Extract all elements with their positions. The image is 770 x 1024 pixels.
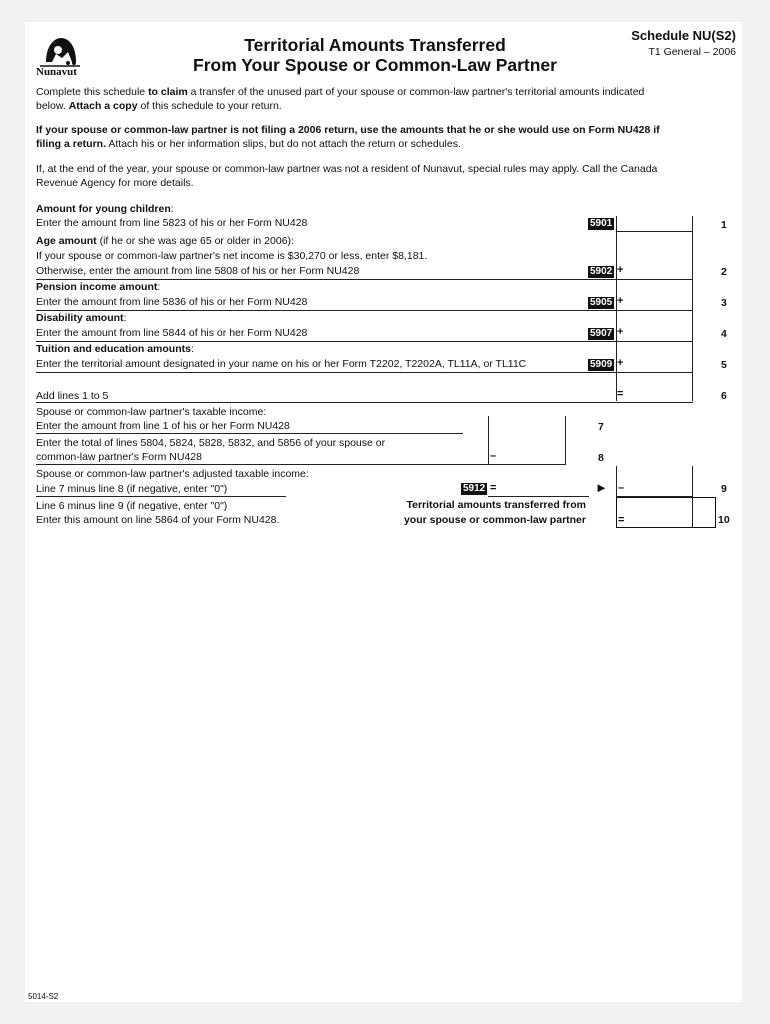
line-10-text-1: Line 6 minus line 9 (if negative, enter "0") — [36, 500, 228, 512]
line-8-text-1: Enter the total of lines 5804, 5824, 5828, 5832, and 5856 of your spouse or — [36, 437, 386, 449]
line-7-number: 7 — [598, 421, 604, 433]
line-8-number: 8 — [598, 452, 604, 464]
line-4-number: 4 — [721, 328, 727, 340]
line-4-heading: Disability amount: — [36, 312, 127, 324]
line-3-text: Enter the amount from line 5836 of his or her Form NU428 — [36, 296, 308, 308]
line-9-code: 5912 — [463, 483, 486, 494]
line-7-rule — [36, 433, 463, 434]
line-4-rule — [36, 341, 693, 342]
line-5-number: 5 — [721, 359, 727, 371]
line-1-rule — [616, 231, 693, 232]
intro-paragraph-3: If, at the end of the year, your spouse or common-law partner was not a resident of Nunavut, special rules may apply. Call the Canada — [36, 163, 658, 175]
line-3-code: 5905 — [590, 297, 613, 308]
line-6-amount-field[interactable] — [625, 384, 736, 401]
line-2-rule — [36, 279, 693, 280]
line-2-amount-field[interactable] — [625, 262, 736, 278]
line-3-plus-sign: + — [617, 295, 624, 307]
form-code: 5014-S2 — [28, 992, 59, 1001]
schedule-label: Schedule NU(S2) — [631, 28, 736, 43]
line-4-text: Enter the amount from line 5844 of his or her Form NU428 — [36, 327, 308, 339]
line-2-heading: Age amount (if he or she was age 65 or older in 2006): — [36, 235, 294, 247]
line-5-plus-sign: + — [617, 357, 624, 369]
line-8-rule — [36, 464, 566, 465]
line-10-label-1: Territorial amounts transferred from — [406, 499, 586, 511]
intro-paragraph-1-cont: below. Attach a copy of this schedule to your return. — [36, 100, 282, 112]
line-3-heading: Pension income amount: — [36, 281, 161, 293]
line-3-amount-field[interactable] — [625, 293, 736, 309]
line-2-number: 2 — [721, 266, 727, 278]
title-line-2: From Your Spouse or Common-Law Partner — [193, 55, 557, 75]
line-2-plus-sign: + — [617, 264, 624, 276]
line-7-text-2: Enter the amount from line 1 of his or her Form NU428 — [36, 420, 290, 432]
line-6-number: 6 — [721, 390, 727, 402]
line-4-amount-field[interactable] — [625, 324, 736, 340]
line-1-number: 1 — [721, 219, 727, 231]
intro-paragraph-3-cont: Revenue Agency for more details. — [36, 177, 194, 189]
line-6-text: Add lines 1 to 5 — [36, 390, 109, 402]
intro-paragraph-2-cont: filing a return. Attach his or her information slips, but do not attach the return or schedules. — [36, 138, 461, 150]
line-8-minus-sign: – — [490, 450, 497, 462]
line-1-code: 5901 — [590, 218, 613, 229]
line-4-plus-sign: + — [617, 326, 624, 338]
line-9-mid-rule — [488, 496, 589, 497]
line-10-equals-sign: = — [618, 514, 625, 526]
line-8-text-2: common-law partner's Form NU428 — [36, 451, 202, 463]
line-1-amount-field[interactable] — [617, 216, 736, 231]
line-10-text-2: Enter this amount on line 5864 of your Form NU428. — [36, 514, 280, 526]
line-5-code: 5909 — [590, 359, 613, 370]
line-1-heading: Amount for young children: — [36, 203, 174, 215]
line-8-amount-field[interactable] — [497, 447, 589, 463]
line-3-number: 3 — [721, 297, 727, 309]
line-10-total-box[interactable] — [616, 497, 716, 528]
line-10-number: 10 — [718, 514, 730, 526]
line-9-equals-sign: = — [490, 482, 497, 494]
line-9-amount-field[interactable] — [625, 478, 736, 495]
line-9-text-2: Line 7 minus line 8 (if negative, enter "0") — [36, 483, 228, 495]
line-7-text-1: Spouse or common-law partner's taxable income: — [36, 406, 267, 418]
form-page — [25, 22, 742, 1002]
line-2-text-1: If your spouse or common-law partner's net income is $30,270 or less, enter $8,181. — [36, 250, 428, 262]
line-10-label-2: your spouse or common-law partner — [403, 514, 586, 526]
line-5-text: Enter the territorial amount designated in your name on his or her Form T2202, T2202A, TL11A, or TL11C — [36, 358, 527, 370]
intro-paragraph-2: If your spouse or common-law partner is not filing a 2006 return, use the amounts that he or she would use on Form NU428 if — [36, 124, 660, 136]
line-2-code: 5902 — [590, 266, 613, 277]
line-2-text-2: Otherwise, enter the amount from line 5808 of his or her Form NU428 — [36, 265, 360, 277]
line-10-cents-border — [692, 498, 693, 527]
line-7-amount-field[interactable] — [489, 416, 589, 432]
line-1-text: Enter the amount from line 5823 of his or her Form NU428 — [36, 217, 308, 229]
line-9-minus-sign: – — [618, 482, 625, 494]
intro-paragraph-1: Complete this schedule to claim a transfer of the unused part of your spouse or common-law partner's territorial amounts indicated — [36, 86, 645, 98]
line-9-left-border — [616, 466, 617, 497]
line-9-rule — [36, 496, 286, 497]
line-3-rule — [36, 310, 693, 311]
logo-text: Nunavut — [36, 66, 77, 78]
line-6-rule — [36, 402, 693, 403]
line-6-equals-sign: = — [617, 388, 624, 400]
line-5-heading: Tuition and education amounts: — [36, 343, 194, 355]
line-5-amount-field[interactable] — [625, 355, 736, 371]
line-9-mid-amount-field[interactable] — [497, 480, 589, 495]
form-year: T1 General – 2006 — [648, 46, 736, 58]
line-9-number: 9 — [721, 483, 727, 495]
title-line-1: Territorial Amounts Transferred — [244, 35, 506, 55]
line-9-text-1: Spouse or common-law partner's adjusted taxable income: — [36, 468, 309, 480]
nunavut-logo — [38, 32, 83, 80]
line-4-code: 5907 — [590, 328, 613, 339]
arrow-right-icon: ► — [595, 480, 608, 495]
line-5-rule — [36, 372, 693, 373]
amount-column-left-border — [616, 216, 617, 401]
